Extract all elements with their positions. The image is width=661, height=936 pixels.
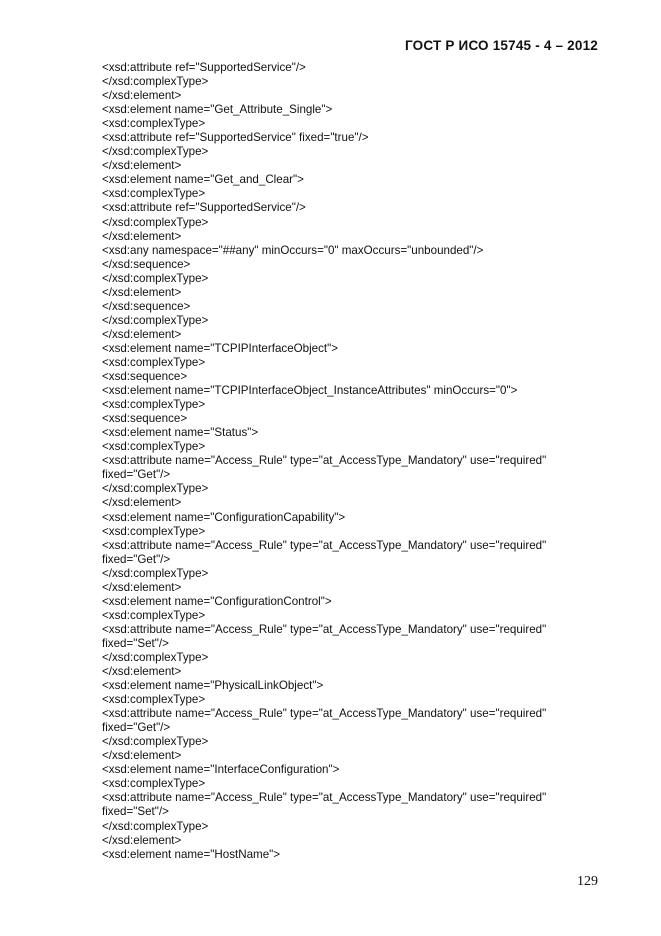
code-line: fixed="Get"/> bbox=[102, 468, 171, 482]
code-line: <xsd:element name="HostName"> bbox=[102, 847, 281, 861]
code-line: </xsd:element> bbox=[102, 327, 182, 341]
code-line: fixed="Get"/> bbox=[102, 552, 171, 566]
code-line: <xsd:complexType> bbox=[102, 355, 206, 369]
code-line: <xsd:any namespace="##any" minOccurs="0" maxOccurs="unbounded"/> bbox=[102, 243, 484, 257]
code-line: fixed="Get"/> bbox=[102, 721, 171, 735]
code-line: <xsd:element name="TCPIPInterfaceObject_InstanceAttributes" minOccurs="0"> bbox=[102, 384, 518, 398]
code-line: fixed="Set"/> bbox=[102, 805, 169, 819]
xsd-code-listing bbox=[102, 61, 602, 862]
code-line: <xsd:attribute name="Access_Rule" type="at_AccessType_Mandatory" use="required" bbox=[102, 707, 547, 721]
code-line: </xsd:complexType> bbox=[102, 271, 209, 285]
code-line: </xsd:element> bbox=[102, 89, 182, 103]
code-line: </xsd:element> bbox=[102, 749, 182, 763]
code-line: </xsd:element> bbox=[102, 229, 182, 243]
code-line: <xsd:attribute name="Access_Rule" type="at_AccessType_Mandatory" use="required" bbox=[102, 538, 547, 552]
code-line: </xsd:complexType> bbox=[102, 819, 209, 833]
code-line: <xsd:complexType> bbox=[102, 777, 206, 791]
code-line: </xsd:element> bbox=[102, 833, 182, 847]
code-line: <xsd:attribute name="Access_Rule" type="at_AccessType_Mandatory" use="required" bbox=[102, 622, 547, 636]
code-line: <xsd:sequence> bbox=[102, 412, 188, 426]
standard-header: ГОСТ Р ИСО 15745 - 4 – 2012 bbox=[405, 38, 598, 53]
code-line: <xsd:attribute name="Access_Rule" type="at_AccessType_Mandatory" use="required" bbox=[102, 454, 547, 468]
code-line: <xsd:element name="InterfaceConfiguration"> bbox=[102, 763, 340, 777]
code-line: <xsd:complexType> bbox=[102, 398, 206, 412]
code-line: </xsd:element> bbox=[102, 580, 182, 594]
code-line: <xsd:complexType> bbox=[102, 117, 206, 131]
code-line: </xsd:element> bbox=[102, 285, 182, 299]
code-line: <xsd:sequence> bbox=[102, 370, 188, 384]
code-line: </xsd:complexType> bbox=[102, 735, 209, 749]
code-line: </xsd:complexType> bbox=[102, 482, 209, 496]
code-line: <xsd:attribute ref="SupportedService"/> bbox=[102, 201, 306, 215]
code-line: fixed="Set"/> bbox=[102, 636, 169, 650]
code-line: <xsd:complexType> bbox=[102, 524, 206, 538]
code-line: <xsd:complexType> bbox=[102, 440, 206, 454]
code-line: </xsd:complexType> bbox=[102, 313, 209, 327]
code-line: </xsd:complexType> bbox=[102, 145, 209, 159]
code-line: </xsd:sequence> bbox=[102, 299, 191, 313]
code-line: </xsd:sequence> bbox=[102, 257, 191, 271]
code-line: <xsd:element name="TCPIPInterfaceObject"> bbox=[102, 341, 339, 355]
code-line: <xsd:element name="Get_Attribute_Single"> bbox=[102, 103, 333, 117]
code-line: </xsd:element> bbox=[102, 496, 182, 510]
code-line: </xsd:complexType> bbox=[102, 215, 209, 229]
code-line: </xsd:complexType> bbox=[102, 566, 209, 580]
code-line: <xsd:element name="PhysicalLinkObject"> bbox=[102, 679, 324, 693]
code-line: <xsd:complexType> bbox=[102, 608, 206, 622]
code-line: <xsd:complexType> bbox=[102, 693, 206, 707]
code-line: </xsd:complexType> bbox=[102, 75, 209, 89]
code-line: <xsd:element name="ConfigurationCapability"> bbox=[102, 510, 346, 524]
code-line: <xsd:element name="Status"> bbox=[102, 426, 259, 440]
code-line: </xsd:complexType> bbox=[102, 650, 209, 664]
code-line: <xsd:attribute name="Access_Rule" type="at_AccessType_Mandatory" use="required" bbox=[102, 791, 547, 805]
code-line: <xsd:attribute ref="SupportedService"/> bbox=[102, 61, 306, 74]
code-line: <xsd:complexType> bbox=[102, 187, 206, 201]
code-line: </xsd:element> bbox=[102, 159, 182, 173]
page-number: 129 bbox=[577, 874, 598, 889]
code-line: <xsd:element name="ConfigurationControl"> bbox=[102, 594, 332, 608]
code-line: </xsd:element> bbox=[102, 665, 182, 679]
code-line: <xsd:attribute ref="SupportedService" fixed="true"/> bbox=[102, 131, 369, 145]
code-line: <xsd:element name="Get_and_Clear"> bbox=[102, 173, 304, 187]
